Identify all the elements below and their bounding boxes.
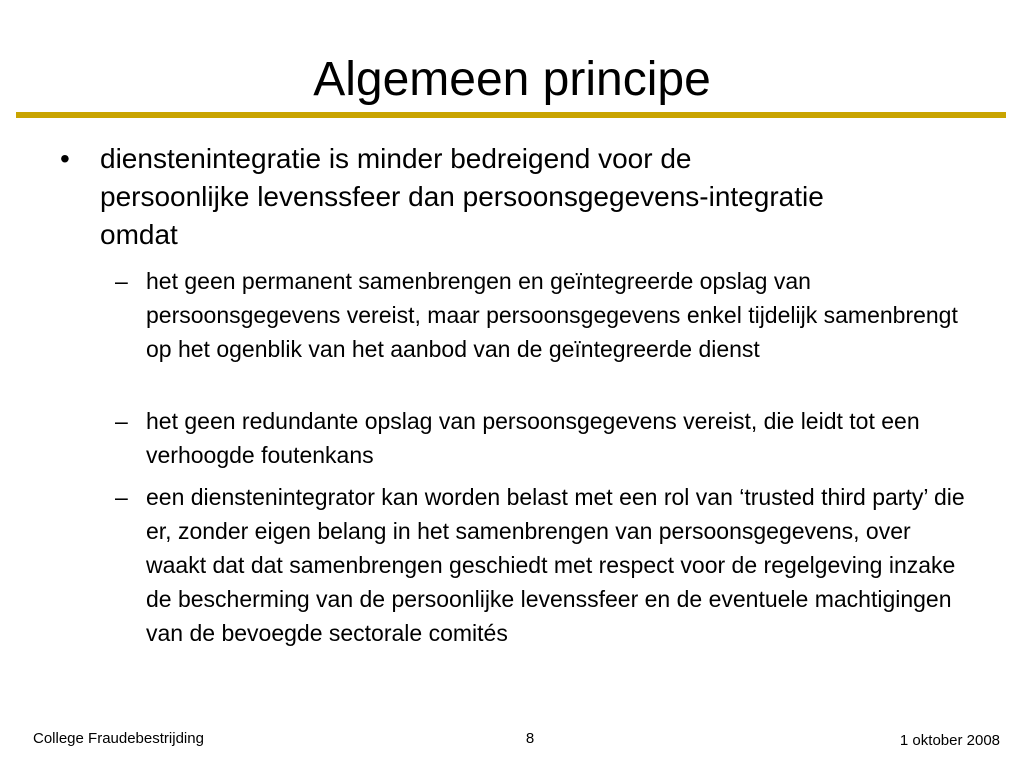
- sub-bullet-item: [115, 264, 965, 366]
- bullet-marker: •: [60, 143, 70, 174]
- title-underline-rule: [16, 112, 1006, 118]
- sub-bullet-marker: –: [115, 268, 128, 294]
- footer-date: 1 oktober 2008: [899, 732, 1000, 749]
- footer-course-name: College Fraudebestrijding: [33, 730, 204, 747]
- footer-page-number: 8: [525, 730, 535, 747]
- bullet-item: [60, 140, 840, 254]
- sub-bullet-text: een dienstenintegrator kan worden belast met een rol van ‘trusted third party’ die er, zonder eigen belang in het samenbrengen van persoonsgegevens, over waakt dat dat samenbrengen geschiedt met respect voor de regelgeving inzake de bescherming van de persoonlijke levenssfeer en de eventuele machtigingen van de bevoegde sectorale comités: [146, 484, 965, 646]
- sub-bullet-item: [115, 404, 965, 472]
- sub-bullet-text: het geen permanent samenbrengen en geïntegreerde opslag van persoonsgegevens vereist, maar persoonsgegevens enkel tijdelijk samenbrengt op het ogenblik van het aanbod van de geïntegreerde dienst: [146, 268, 958, 362]
- sub-bullet-marker: –: [115, 408, 128, 434]
- bullet-text: dienstenintegratie is minder bedreigend voor de persoonlijke levenssfeer dan persoonsgegevens-integratie omdat: [100, 143, 824, 250]
- sub-bullet-text: het geen redundante opslag van persoonsgegevens vereist, die leidt tot een verhoogde foutenkans: [146, 408, 920, 468]
- sub-bullet-item: [115, 480, 965, 650]
- sub-bullet-marker: –: [115, 484, 128, 510]
- slide-title: Algemeen principe: [313, 53, 711, 106]
